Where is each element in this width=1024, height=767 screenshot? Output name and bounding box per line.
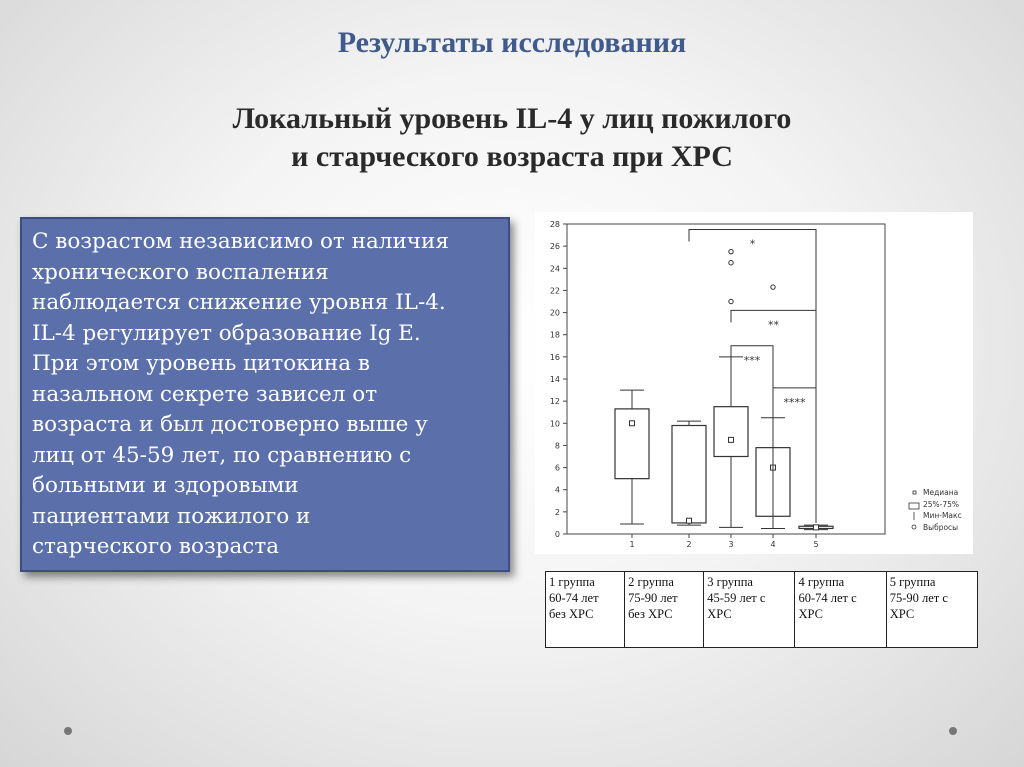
boxplot-svg xyxy=(535,212,973,554)
legend-entry: Выбросы xyxy=(923,523,959,532)
text-line: возраста и был достоверно выше у xyxy=(32,412,428,437)
group-line: 3 группа xyxy=(707,575,753,589)
group-line: без ХРС xyxy=(549,607,594,621)
significance-label: * xyxy=(749,237,756,251)
box-iqr xyxy=(672,426,706,523)
boxplot-chart xyxy=(535,212,973,554)
group-cell xyxy=(704,572,795,648)
group-line: без ХРС xyxy=(628,607,673,621)
y-tick-label: 20 xyxy=(549,308,560,318)
nav-dot-left xyxy=(64,727,72,735)
slide-title: Результаты исследования xyxy=(337,26,687,59)
y-tick-label: 14 xyxy=(549,375,560,384)
text-line: хронического воспаления xyxy=(32,259,329,285)
x-tick-label: 3 xyxy=(728,540,734,549)
group-line: ХРС xyxy=(798,607,823,621)
subtitle-line: Локальный уровень IL-4 у лиц пожилого xyxy=(232,102,792,135)
group-cell xyxy=(795,572,886,648)
group-line: 60-74 лет с xyxy=(798,591,857,605)
group-cell xyxy=(886,572,977,648)
y-tick-label: 4 xyxy=(554,485,560,495)
text-line: старческого возраста xyxy=(32,534,280,559)
outlier-point xyxy=(729,249,733,253)
text-line: При этом уровень цитокина в xyxy=(32,351,371,376)
slide-subtitle xyxy=(150,100,874,176)
groups-table xyxy=(545,571,978,648)
x-tick-label: 2 xyxy=(686,540,692,549)
x-tick-label: 4 xyxy=(770,540,776,549)
group-line: 75-90 лет xyxy=(628,591,678,605)
y-tick-label: 24 xyxy=(549,264,560,274)
x-tick-label: 1 xyxy=(629,540,635,549)
outlier-point xyxy=(729,299,733,303)
y-tick-label: 12 xyxy=(549,397,560,407)
group-line: ХРС xyxy=(889,607,915,621)
y-tick-label: 2 xyxy=(554,507,560,517)
x-tick-label: 5 xyxy=(813,540,819,549)
text-line: IL-4 регулирует образование Ig E. xyxy=(32,320,421,346)
group-cell xyxy=(546,572,625,648)
group-line: 45-59 лет с xyxy=(707,591,766,605)
text-line: лиц от 45-59 лет, по сравнению с xyxy=(32,442,412,468)
group-line: ХРС xyxy=(707,607,732,621)
text-line: пациентами пожилого и xyxy=(32,503,311,529)
legend-median-marker xyxy=(913,491,916,494)
plot-frame xyxy=(567,224,885,534)
median-marker xyxy=(687,518,692,523)
nav-dot-right xyxy=(949,727,957,735)
box-iqr xyxy=(615,409,649,479)
legend-outlier-marker xyxy=(912,525,916,529)
group-line: 75-90 лет с xyxy=(889,591,948,605)
y-tick-label: 18 xyxy=(549,330,560,340)
group-line: 1 группа xyxy=(549,575,595,589)
y-tick-label: 28 xyxy=(549,220,560,229)
median-marker xyxy=(729,437,734,442)
findings-textbox xyxy=(20,217,510,572)
legend-box-marker xyxy=(909,503,919,509)
outlier-point xyxy=(729,261,733,265)
legend-entry: Мин-Макс xyxy=(923,511,962,520)
text-line: С возрастом независимо от наличия xyxy=(32,229,449,254)
group-cell xyxy=(625,572,704,648)
text-line: наблюдается снижение уровня IL-4. xyxy=(32,290,446,315)
text-line: назальном секрете зависел от xyxy=(32,381,378,407)
y-tick-label: 26 xyxy=(549,242,560,252)
significance-label: *** xyxy=(743,353,761,367)
legend-entry: 25%-75% xyxy=(923,500,960,509)
y-tick-label: 10 xyxy=(549,419,560,429)
median-marker xyxy=(630,421,635,426)
outlier-point xyxy=(771,285,775,289)
y-tick-label: 6 xyxy=(554,463,560,473)
subtitle-line: и старческого возраста при ХРС xyxy=(291,140,733,173)
significance-label: **** xyxy=(783,395,806,409)
significance-label: ** xyxy=(768,318,779,332)
group-line: 5 группа xyxy=(889,575,936,589)
text-line: больными и здоровыми xyxy=(32,473,299,498)
significance-bracket xyxy=(689,230,816,523)
box-iqr xyxy=(714,407,748,457)
y-tick-label: 22 xyxy=(549,286,560,296)
legend-entry: Медиана xyxy=(923,488,959,497)
group-line: 60-74 лет xyxy=(549,591,599,605)
median-marker xyxy=(814,525,819,530)
y-tick-label: 0 xyxy=(554,530,560,539)
group-line: 2 группа xyxy=(628,575,674,589)
y-tick-label: 16 xyxy=(549,352,560,362)
group-line: 4 группа xyxy=(798,575,845,589)
y-tick-label: 8 xyxy=(554,441,560,451)
